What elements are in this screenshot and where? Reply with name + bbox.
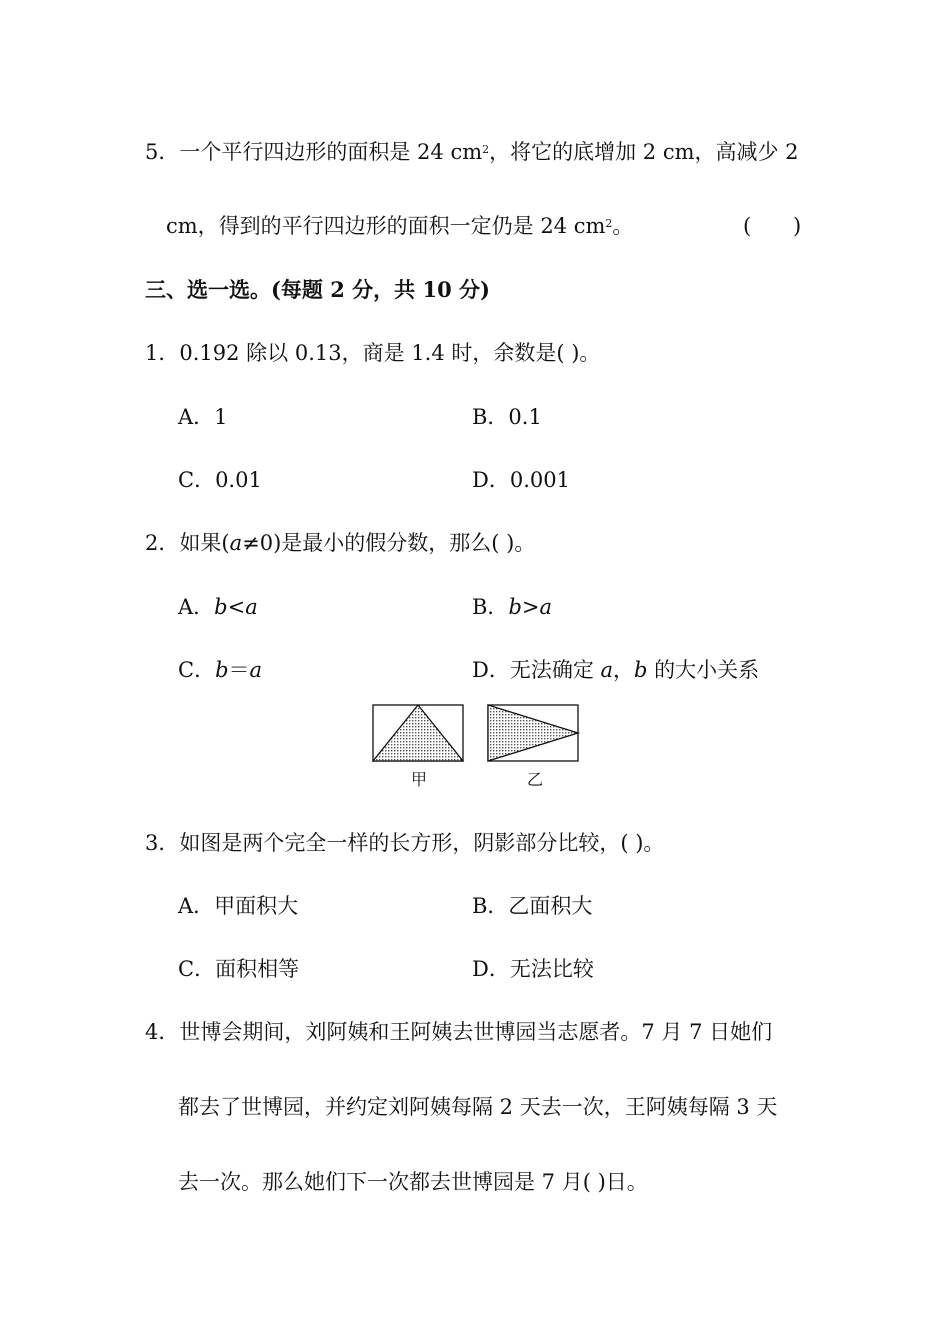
superscript: 2: [482, 143, 490, 156]
shaded-triangle-jia: [373, 705, 463, 761]
question-text: ，将它的底增加 2 cm，高减少 2: [489, 140, 799, 164]
question-number: 5．: [145, 140, 180, 164]
q4-stem-line1: [145, 1018, 772, 1046]
option-label: C．: [178, 658, 216, 682]
variable: b: [508, 595, 522, 619]
q3-option-a[interactable]: A．甲面积大: [178, 894, 299, 918]
variable: a: [600, 658, 614, 682]
q2-option-b[interactable]: [472, 593, 552, 621]
option-text: 的大小关系: [647, 658, 760, 682]
variable: a: [245, 595, 258, 619]
q1-option-d[interactable]: D．0.001: [472, 468, 570, 492]
figure-label-yi: 乙: [527, 770, 544, 789]
operator: <: [227, 595, 246, 619]
question-text: 0.192 除以 0.13，商是 1.4 时，余数是( )。: [179, 341, 601, 365]
option-label: B．: [472, 595, 509, 619]
variable: b: [214, 595, 228, 619]
q2-option-d[interactable]: [472, 656, 759, 684]
answer-paren-right: ): [793, 214, 802, 238]
q3-option-b[interactable]: B．乙面积大: [472, 894, 593, 918]
q2-stem: [145, 529, 535, 557]
tf-q5-line1: [145, 138, 799, 166]
superscript: 2: [605, 217, 613, 230]
variable: a: [539, 595, 553, 619]
tf-q5-line2: [166, 212, 633, 240]
operator: ＝: [228, 658, 250, 682]
separator: ，: [613, 658, 635, 682]
variable: a: [229, 531, 243, 555]
question-text: 世博会期间，刘阿姨和王阿姨去世博园当志愿者。7 月 7 日她们: [179, 1020, 773, 1044]
option-label: A．: [178, 595, 215, 619]
question-text: 一个平行四边形的面积是 24 cm: [179, 140, 483, 164]
q3-stem: [145, 829, 664, 857]
shaded-triangle-yi: [488, 705, 578, 761]
q4-stem-line3: 去一次。那么她们下一次都去世博园是 7 月( )日。: [178, 1170, 648, 1194]
question-number: 4．: [145, 1020, 180, 1044]
answer-paren-left: (: [743, 214, 752, 238]
question-number: 1．: [145, 341, 180, 365]
q1-option-b[interactable]: B．0.1: [472, 405, 542, 429]
operator: >: [521, 595, 540, 619]
q3-option-d[interactable]: D．无法比较: [472, 957, 594, 981]
section-title: 三、选一选。(每题 2 分，共 10 分): [145, 277, 490, 302]
option-label: D．无法确定: [472, 658, 601, 682]
q1-stem: [145, 339, 600, 367]
q1-option-c[interactable]: C．0.01: [178, 468, 262, 492]
variable: b: [634, 658, 648, 682]
question-number: 3．: [145, 831, 180, 855]
question-number: 2．: [145, 531, 180, 555]
q2-option-c[interactable]: [178, 656, 262, 684]
q4-stem-line2: 都去了世博园，并约定刘阿姨每隔 2 天去一次，王阿姨每隔 3 天: [178, 1095, 778, 1119]
q2-option-a[interactable]: [178, 593, 258, 621]
question-text: ≠0)是最小的假分数，那么( )。: [242, 531, 536, 555]
question-text: 如图是两个完全一样的长方形，阴影部分比较，( )。: [179, 831, 665, 855]
q1-option-a[interactable]: A．1: [178, 405, 228, 429]
q3-option-c[interactable]: C．面积相等: [178, 957, 300, 981]
variable: b: [215, 658, 229, 682]
variable: a: [249, 658, 263, 682]
question-text: cm，得到的平行四边形的面积一定仍是 24 cm: [166, 214, 606, 238]
question-text: 。: [612, 214, 634, 238]
question-text: 如果(: [179, 531, 230, 555]
figure-label-jia: 甲: [411, 770, 428, 789]
rectangles-figure: [370, 702, 585, 766]
